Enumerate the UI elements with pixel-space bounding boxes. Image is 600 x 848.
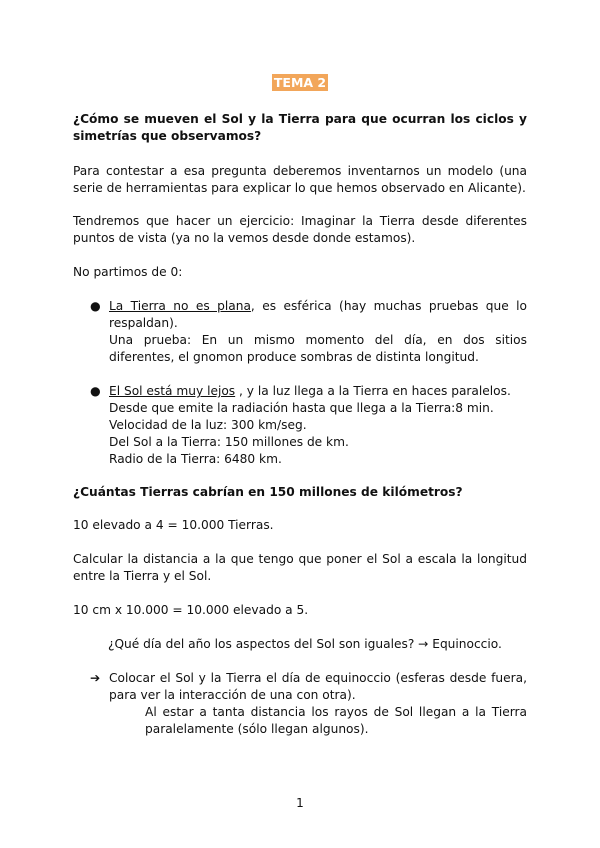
paragraph-3: No partimos de 0: — [73, 265, 183, 279]
arrow-item-text: Colocar el Sol y la Tierra el día de equinoccio (esferas desde fuera, para ver la interacción de una con otra). — [109, 671, 527, 702]
bullet-1-sub: Una prueba: En un mismo momento del día, en dos sitios diferentes, el gnomon produce sombras de distinta longitud. — [109, 333, 527, 364]
bullet-1-text — [109, 298, 527, 332]
bullet-2-line: Del Sol a la Tierra: 150 millones de km. — [109, 435, 349, 449]
bullet-2-text — [109, 383, 527, 400]
paragraph-7: ¿Qué día del año los aspectos del Sol son iguales? → Equinoccio. — [108, 637, 502, 651]
bullet-1-underlined: La Tierra no es plana — [109, 299, 251, 313]
page-number: 1 — [296, 796, 304, 810]
bullet-2-line: Velocidad de la luz: 300 km/seg. — [109, 418, 307, 432]
title-container — [0, 72, 600, 91]
arrow-right-icon: ➔ — [90, 671, 101, 685]
paragraph-6: 10 cm x 10.000 = 10.000 elevado a 5. — [73, 603, 309, 617]
question-1: ¿Cómo se mueven el Sol y la Tierra para que ocurran los ciclos y simetrías que observamos? — [73, 112, 527, 143]
bullet-2-rest: , y la luz llega a la Tierra en haces paralelos. — [235, 384, 511, 398]
bullet-1-rest: , es esférica (hay muchas pruebas que lo respaldan). — [109, 299, 527, 330]
bullet-2-line: Radio de la Tierra: 6480 km. — [109, 452, 282, 466]
bullet-2-line: Desde que emite la radiación hasta que llega a la Tierra:8 min. — [109, 401, 494, 415]
arrow-sub-text: Al estar a tanta distancia los rayos de Sol llegan a la Tierra paralelamente (sólo llegan algunos). — [145, 705, 527, 736]
paragraph-2: Tendremos que hacer un ejercicio: Imaginar la Tierra desde diferentes puntos de vista (ya no la vemos desde donde estamos). — [73, 214, 527, 245]
bullet-item-1 — [90, 298, 527, 366]
bullet-item-2 — [90, 383, 527, 468]
paragraph-1: Para contestar a esa pregunta deberemos inventarnos un modelo (una serie de herramientas para explicar lo que hemos observado en Alicante). — [73, 164, 527, 195]
bullet-icon: ● — [90, 299, 101, 313]
page-title: TEMA 2 — [273, 75, 327, 90]
bullet-2-underlined: El Sol está muy lejos — [109, 384, 236, 398]
paragraph-4: 10 elevado a 4 = 10.000 Tierras. — [73, 518, 274, 532]
arrow-item — [90, 670, 527, 704]
paragraph-5: Calcular la distancia a la que tengo que poner el Sol a escala la longitud entre la Tierra y el Sol. — [73, 552, 527, 583]
bullet-icon: ● — [90, 384, 101, 398]
question-2: ¿Cuántas Tierras cabrían en 150 millones de kilómetros? — [73, 485, 463, 499]
